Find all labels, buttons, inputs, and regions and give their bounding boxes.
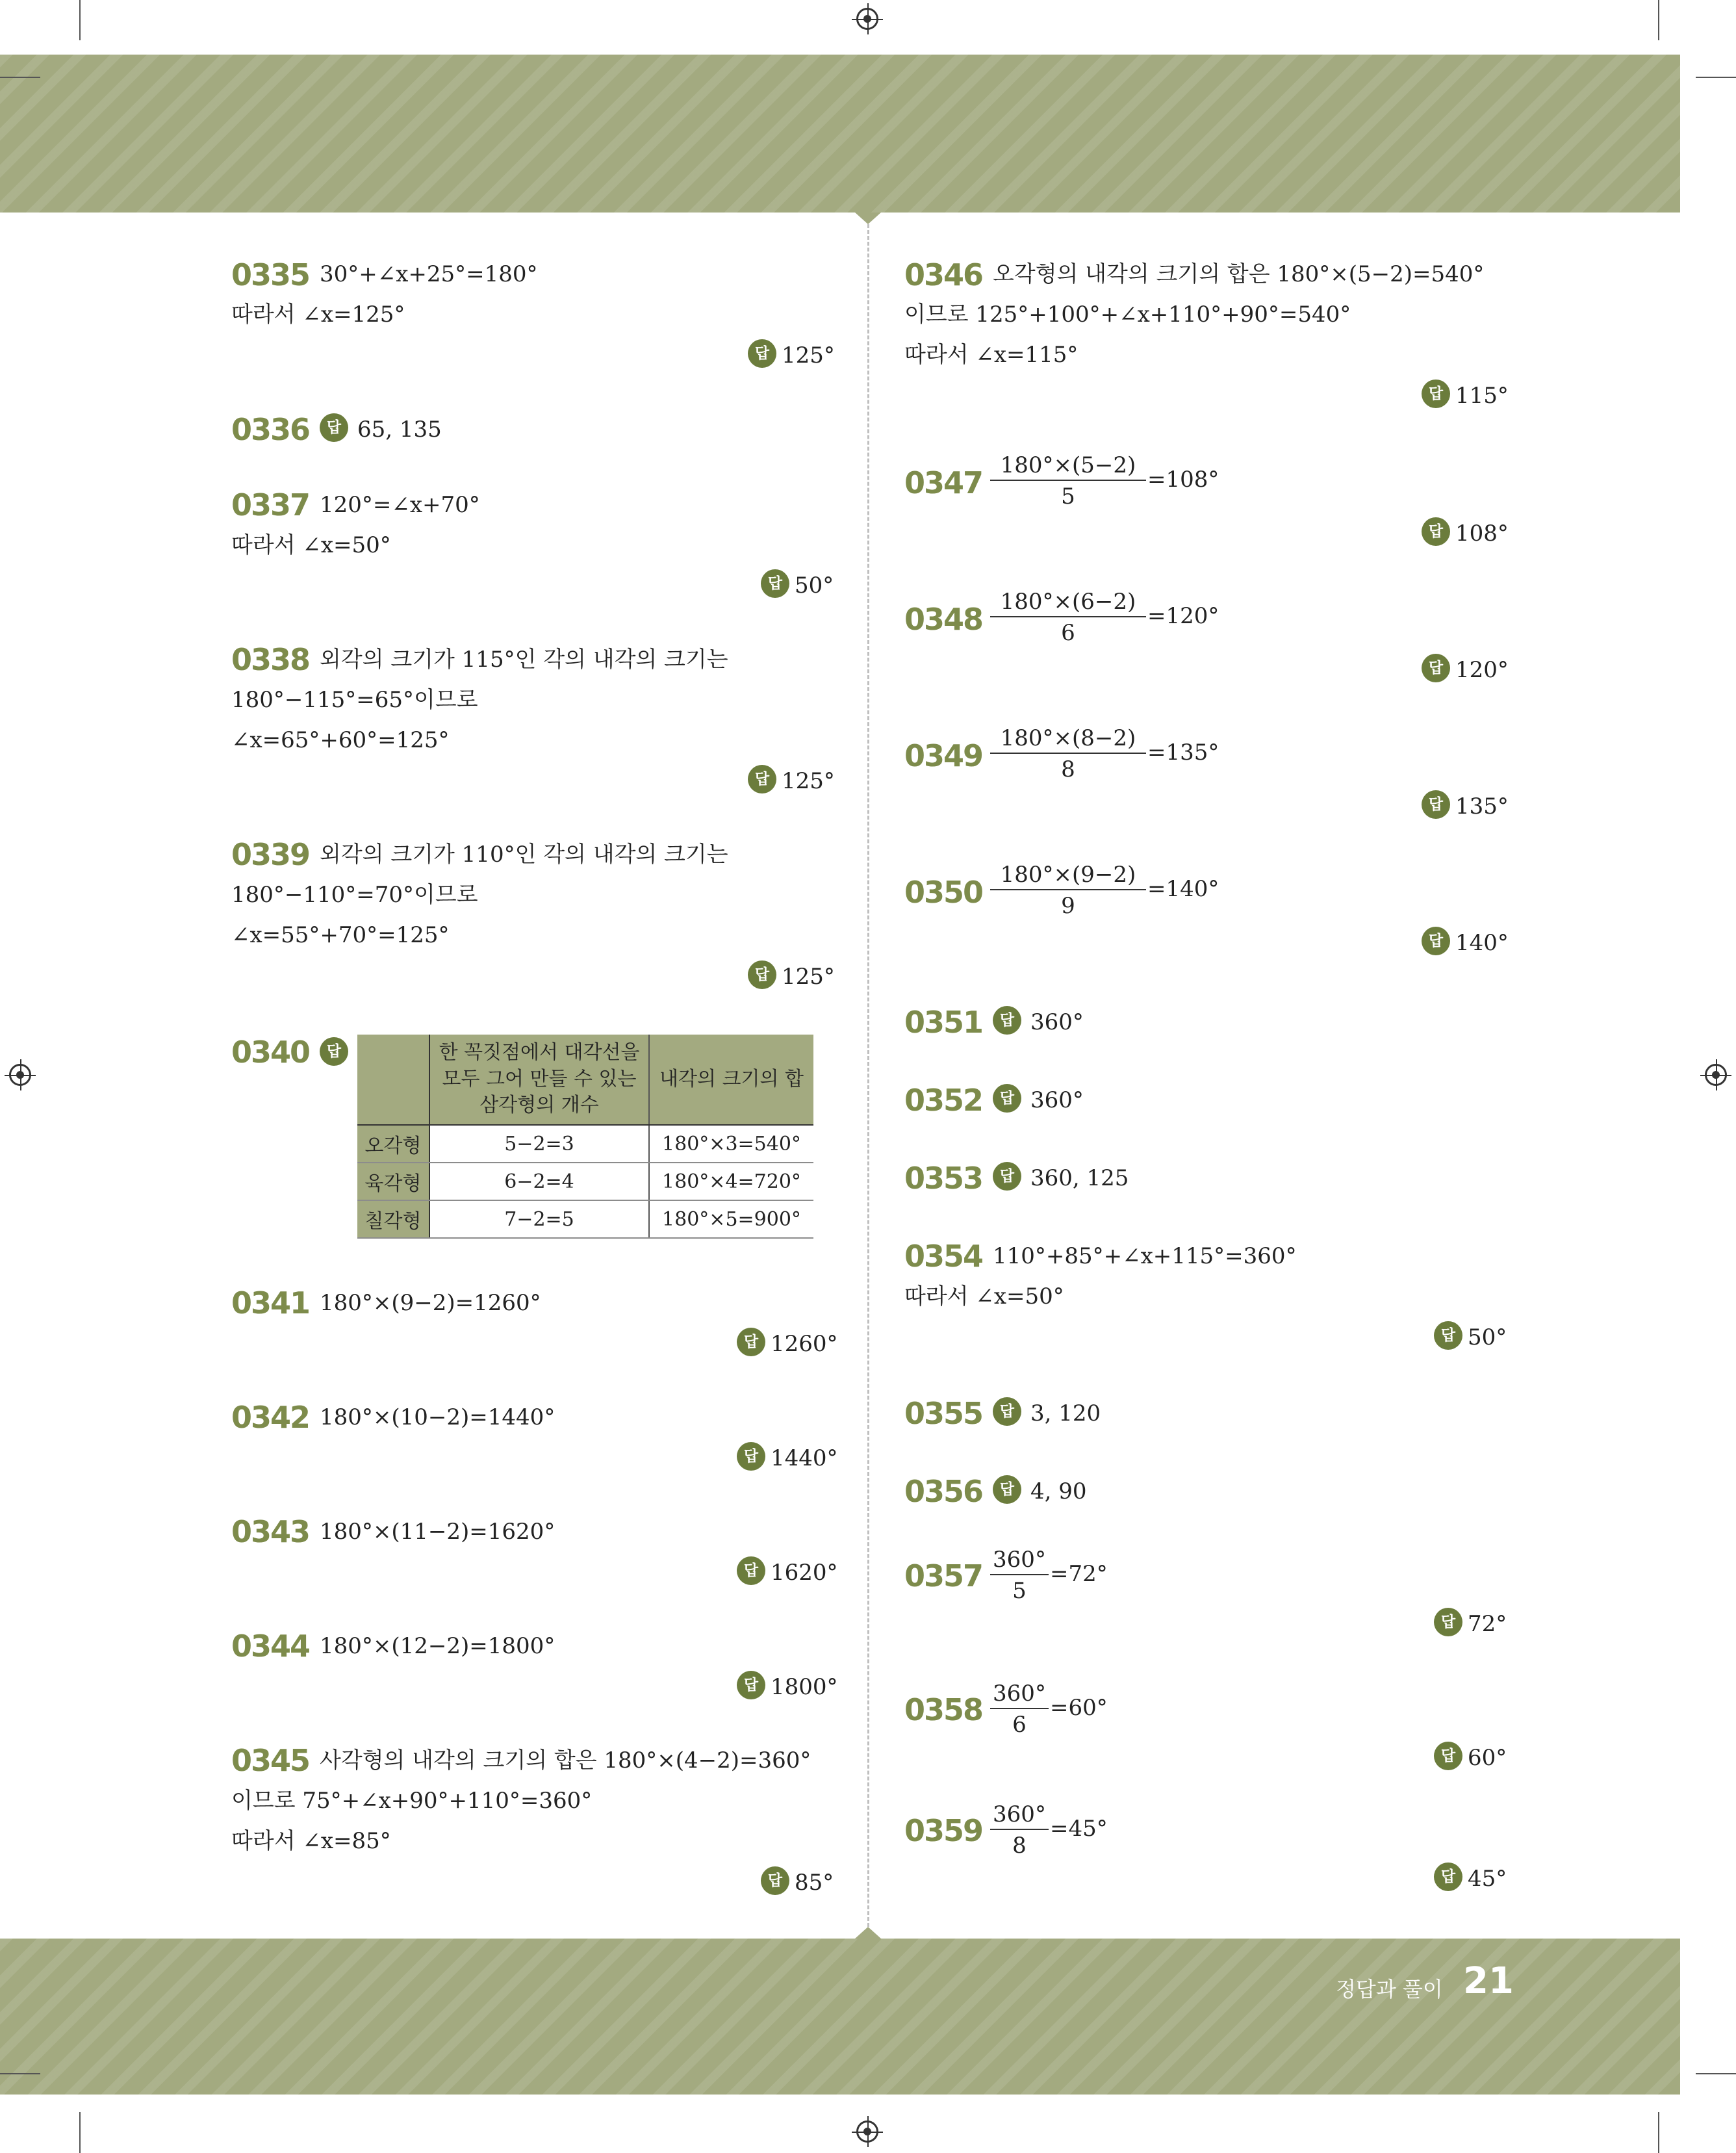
crop-mark: [1658, 0, 1659, 40]
answer-value: 50°: [1468, 1324, 1507, 1350]
answer-value: 1800°: [771, 1674, 838, 1700]
answer-badge-icon: 답: [993, 1006, 1021, 1035]
fraction-denominator: 5: [1061, 483, 1075, 509]
answer-badge-icon: 답: [761, 569, 789, 598]
header-notch: [855, 213, 881, 224]
table-cell: 5−2=3: [429, 1125, 649, 1163]
solution-line: ∠x=55°+70°=125°: [231, 922, 450, 948]
crop-mark: [79, 0, 81, 40]
fraction-result: =108°: [1147, 467, 1219, 493]
problem-number: 0347: [904, 465, 983, 500]
solution-line: 120°=∠x+70°: [320, 492, 480, 518]
answer-value: 140°: [1455, 930, 1509, 956]
answer-badge-icon: 답: [320, 1037, 348, 1066]
answer-value: 135°: [1455, 793, 1509, 819]
problem-number: 0346: [904, 257, 983, 292]
answer-value: 60°: [1468, 1745, 1507, 1771]
answer-value: 1620°: [771, 1560, 838, 1586]
problem-number: 0349: [904, 738, 983, 773]
table-row-header: 오각형: [357, 1125, 429, 1163]
solution-line: 따라서 ∠x=50°: [904, 1283, 1064, 1309]
solution-line: 따라서 ∠x=50°: [231, 532, 391, 558]
answer-value: 360, 125: [1030, 1165, 1129, 1191]
answer-value: 125°: [782, 768, 835, 794]
problem-number: 0344: [231, 1629, 310, 1664]
problem-number: 0341: [231, 1285, 310, 1321]
solution-line: 180°×(11−2)=1620°: [320, 1519, 555, 1545]
answer-badge-icon: 답: [320, 413, 348, 442]
answer-badge-icon: 답: [737, 1556, 765, 1585]
solution-line: 이므로 125°+100°+∠x+110°+90°=540°: [904, 302, 1351, 328]
answer-badge-icon: 답: [1422, 380, 1450, 408]
answer-badge-icon: 답: [1422, 517, 1450, 546]
answer-table: [357, 1035, 813, 1239]
answer-badge-icon: 답: [748, 765, 776, 793]
answer-value: 1260°: [771, 1331, 838, 1357]
solution-line: 사각형의 내각의 크기의 합은 180°×(4−2)=360°: [320, 1747, 811, 1773]
answer-value: 4, 90: [1030, 1478, 1087, 1504]
fraction-denominator: 8: [1012, 1833, 1027, 1859]
answer-badge-icon: 답: [1422, 927, 1450, 955]
problem-number: 0353: [904, 1161, 983, 1196]
fraction-denominator: 6: [1061, 620, 1075, 646]
answer-value: 85°: [795, 1870, 834, 1896]
answer-value: 50°: [795, 573, 834, 599]
table-header-cell: 내각의 크기의 합: [649, 1035, 813, 1125]
answer-badge-icon: 답: [737, 1328, 765, 1356]
table-row-header: 육각형: [357, 1163, 429, 1200]
fraction-numerator: 360°: [993, 1801, 1046, 1827]
solution-line: 따라서 ∠x=85°: [231, 1828, 391, 1854]
answer-badge-icon: 답: [748, 960, 776, 989]
column-divider: [867, 224, 869, 1927]
fraction-denominator: 9: [1061, 893, 1075, 919]
fraction-result: =60°: [1050, 1695, 1108, 1721]
fraction-numerator: 180°×(9−2): [1000, 862, 1136, 888]
problem-number: 0342: [231, 1400, 310, 1435]
fraction-result: =45°: [1050, 1816, 1108, 1842]
solution-line: 따라서 ∠x=115°: [904, 342, 1079, 368]
fraction-bar: [990, 889, 1146, 890]
fraction-numerator: 180°×(5−2): [1000, 452, 1136, 478]
table-header-cell: 한 꼭짓점에서 대각선을 모두 그어 만들 수 있는 삼각형의 개수: [429, 1035, 649, 1125]
problem-number: 0355: [904, 1396, 983, 1431]
problem-number: 0351: [904, 1005, 983, 1040]
fraction-numerator: 360°: [993, 1547, 1046, 1573]
solution-line: 오각형의 내각의 크기의 합은 180°×(5−2)=540°: [993, 261, 1485, 287]
crop-mark: [0, 77, 40, 78]
problem-number: 0343: [231, 1514, 310, 1549]
footer-section-label: 정답과 풀이: [1336, 1977, 1443, 2002]
solution-line: 180°−115°=65°이므로: [231, 687, 478, 713]
answer-value: 120°: [1455, 657, 1509, 683]
answer-badge-icon: 답: [748, 339, 776, 368]
answer-value: 360°: [1030, 1009, 1084, 1035]
problem-number: 0338: [231, 642, 310, 677]
fraction-bar: [990, 616, 1146, 617]
crop-mark: [1658, 2112, 1659, 2153]
problem-number: 0358: [904, 1692, 983, 1727]
fraction-result: =140°: [1147, 876, 1219, 902]
solution-line: 따라서 ∠x=125°: [231, 302, 405, 328]
solution-line: 외각의 크기가 110°인 각의 내각의 크기는: [320, 842, 728, 868]
problem-number: 0340: [231, 1035, 310, 1070]
fraction-denominator: 6: [1012, 1712, 1027, 1738]
solution-line: 180°×(12−2)=1800°: [320, 1633, 555, 1659]
table-cell: 180°×3=540°: [649, 1125, 813, 1163]
fraction-denominator: 5: [1012, 1578, 1027, 1604]
problem-number: 0337: [231, 487, 310, 522]
table-cell: 6−2=4: [429, 1163, 649, 1200]
answer-badge-icon: 답: [737, 1671, 765, 1699]
fraction-bar: [990, 1708, 1049, 1709]
table-header-cell: [357, 1035, 429, 1125]
problem-number: 0357: [904, 1558, 983, 1593]
problem-number: 0335: [231, 257, 310, 292]
registration-mark-icon: [856, 2121, 878, 2143]
problem-number: 0350: [904, 875, 983, 910]
answer-badge-icon: 답: [1434, 1608, 1462, 1636]
answer-value: 45°: [1468, 1866, 1507, 1892]
answer-value: 360°: [1030, 1087, 1084, 1113]
answer-value: 1440°: [771, 1445, 838, 1471]
problem-number: 0336: [231, 412, 310, 447]
fraction-denominator: 8: [1061, 756, 1075, 782]
answer-badge-icon: 답: [1434, 1321, 1462, 1350]
problem-number: 0354: [904, 1239, 983, 1274]
answer-badge-icon: 답: [993, 1084, 1021, 1113]
solution-line: 180°×(10−2)=1440°: [320, 1404, 555, 1430]
problem-number: 0359: [904, 1813, 983, 1848]
answer-value: 125°: [782, 964, 835, 990]
registration-mark-icon: [1705, 1064, 1727, 1086]
problem-number: 0345: [231, 1743, 310, 1778]
fraction-bar: [990, 1574, 1049, 1575]
footer-band: [0, 1939, 1680, 2095]
answer-badge-icon: 답: [1434, 1742, 1462, 1770]
table-row: [357, 1125, 813, 1163]
answer-value: 108°: [1455, 521, 1509, 547]
fraction-bar: [990, 1829, 1049, 1830]
answer-badge-icon: 답: [1434, 1863, 1462, 1891]
table-cell: 7−2=5: [429, 1200, 649, 1238]
solution-line: 30°+∠x+25°=180°: [320, 261, 538, 287]
answer-badge-icon: 답: [993, 1162, 1021, 1191]
table-header-row: [357, 1035, 813, 1125]
crop-mark: [0, 2073, 40, 2074]
registration-mark-icon: [9, 1064, 31, 1086]
fraction-result: =72°: [1050, 1561, 1108, 1587]
solution-line: 외각의 크기가 115°인 각의 내각의 크기는: [320, 647, 728, 673]
answer-value: 3, 120: [1030, 1400, 1101, 1426]
table-row-header: 칠각형: [357, 1200, 429, 1238]
header-band: [0, 55, 1680, 213]
answer-value: 65, 135: [357, 417, 442, 443]
fraction-result: =135°: [1147, 740, 1219, 766]
table-row: [357, 1200, 813, 1238]
fraction-numerator: 360°: [993, 1681, 1046, 1707]
answer-badge-icon: 답: [993, 1475, 1021, 1504]
crop-mark: [1696, 77, 1736, 78]
footer-notch: [855, 1927, 881, 1939]
table-cell: 180°×4=720°: [649, 1163, 813, 1200]
page-number: 21: [1463, 1960, 1514, 2002]
fraction-numerator: 180°×(8−2): [1000, 725, 1136, 751]
registration-mark-icon: [856, 8, 878, 30]
solution-line: 180°−110°=70°이므로: [231, 882, 478, 908]
problem-number: 0352: [904, 1083, 983, 1118]
solution-line: 110°+85°+∠x+115°=360°: [993, 1243, 1297, 1269]
answer-badge-icon: 답: [1422, 790, 1450, 819]
crop-mark: [79, 2112, 81, 2153]
solution-line: 이므로 75°+∠x+90°+110°=360°: [231, 1788, 593, 1814]
solution-line: 180°×(9−2)=1260°: [320, 1290, 541, 1316]
table-row: [357, 1163, 813, 1200]
fraction-bar: [990, 753, 1146, 754]
problem-number: 0356: [904, 1474, 983, 1509]
answer-badge-icon: 답: [993, 1397, 1021, 1426]
problem-number: 0348: [904, 602, 983, 637]
answer-badge-icon: 답: [761, 1866, 789, 1895]
answer-value: 115°: [1455, 383, 1509, 409]
problem-number: 0339: [231, 837, 310, 872]
fraction-bar: [990, 480, 1146, 481]
answer-value: 72°: [1468, 1611, 1507, 1637]
table-cell: 180°×5=900°: [649, 1200, 813, 1238]
answer-badge-icon: 답: [737, 1442, 765, 1471]
crop-mark: [1696, 2073, 1736, 2074]
fraction-result: =120°: [1147, 603, 1219, 629]
solution-line: ∠x=65°+60°=125°: [231, 727, 450, 753]
answer-badge-icon: 답: [1422, 654, 1450, 682]
answer-value: 125°: [782, 342, 835, 368]
fraction-numerator: 180°×(6−2): [1000, 589, 1136, 615]
